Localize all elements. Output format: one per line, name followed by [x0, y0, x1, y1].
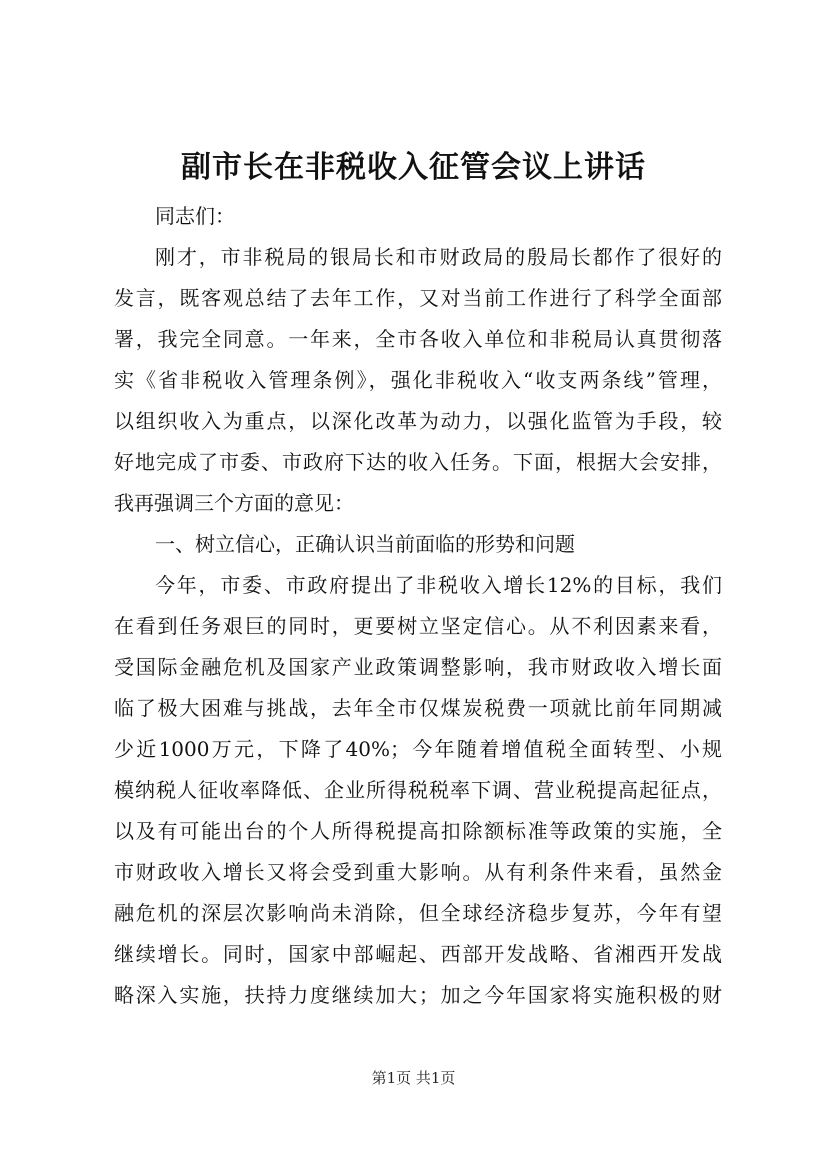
paragraph-line: 市财政收入增长又将会受到重大影响。从有利条件来看，虽然金: [114, 860, 722, 884]
paragraph-line: 继续增长。同时，国家中部崛起、西部开发战略、省湘西开发战: [114, 942, 722, 966]
paragraph-line: 署，我完全同意。一年来，全市各收入单位和非税局认真贯彻落: [114, 327, 722, 351]
paragraph-line: 好地完成了市委、市政府下达的收入任务。下面，根据大会安排，: [114, 450, 722, 474]
salutation-line: 同志们：: [155, 204, 235, 228]
paragraph-line: 受国际金融危机及国家产业政策调整影响，我市财政收入增长面: [114, 655, 722, 679]
paragraph-line: 临了极大困难与挑战，去年全市仅煤炭税费一项就比前年同期减: [114, 696, 722, 720]
paragraph-line: 略深入实施，扶持力度继续加大；加之今年国家将实施积极的财: [114, 983, 722, 1007]
document-title: 副市长在非税收入征管会议上讲话: [181, 150, 646, 185]
document-body: [114, 196, 722, 1016]
page-number-footer: 第1页 共1页: [371, 1069, 456, 1087]
paragraph-line: 模纳税人征收率降低、企业所得税税率下调、营业税提高起征点，: [114, 778, 722, 802]
paragraph-line: 融危机的深层次影响尚未消除，但全球经济稳步复苏，今年有望: [114, 901, 722, 925]
section-heading: 一、树立信心，正确认识当前面临的形势和问题: [155, 532, 575, 556]
paragraph-line: 在看到任务艰巨的同时，更要树立坚定信心。从不利因素来看，: [114, 614, 722, 638]
paragraph-line: 今年，市委、市政府提出了非税收入增长12%的目标，我们: [155, 573, 722, 597]
paragraph-line: 以及有可能出台的个人所得税提高扣除额标准等政策的实施，全: [114, 819, 722, 843]
paragraph-line: 少近1000万元，下降了40%；今年随着增值税全面转型、小规: [114, 737, 722, 761]
paragraph-line: 以组织收入为重点，以深化改革为动力，以强化监管为手段，较: [114, 409, 722, 433]
paragraph-line: 我再强调三个方面的意见：: [114, 491, 354, 515]
paragraph-line: 实《省非税收入管理条例》，强化非税收入“收支两条线”管理，: [114, 368, 722, 392]
paragraph-line: 刚才，市非税局的银局长和市财政局的殷局长都作了很好的: [155, 245, 722, 269]
paragraph-line: 发言，既客观总结了去年工作，又对当前工作进行了科学全面部: [114, 286, 722, 310]
